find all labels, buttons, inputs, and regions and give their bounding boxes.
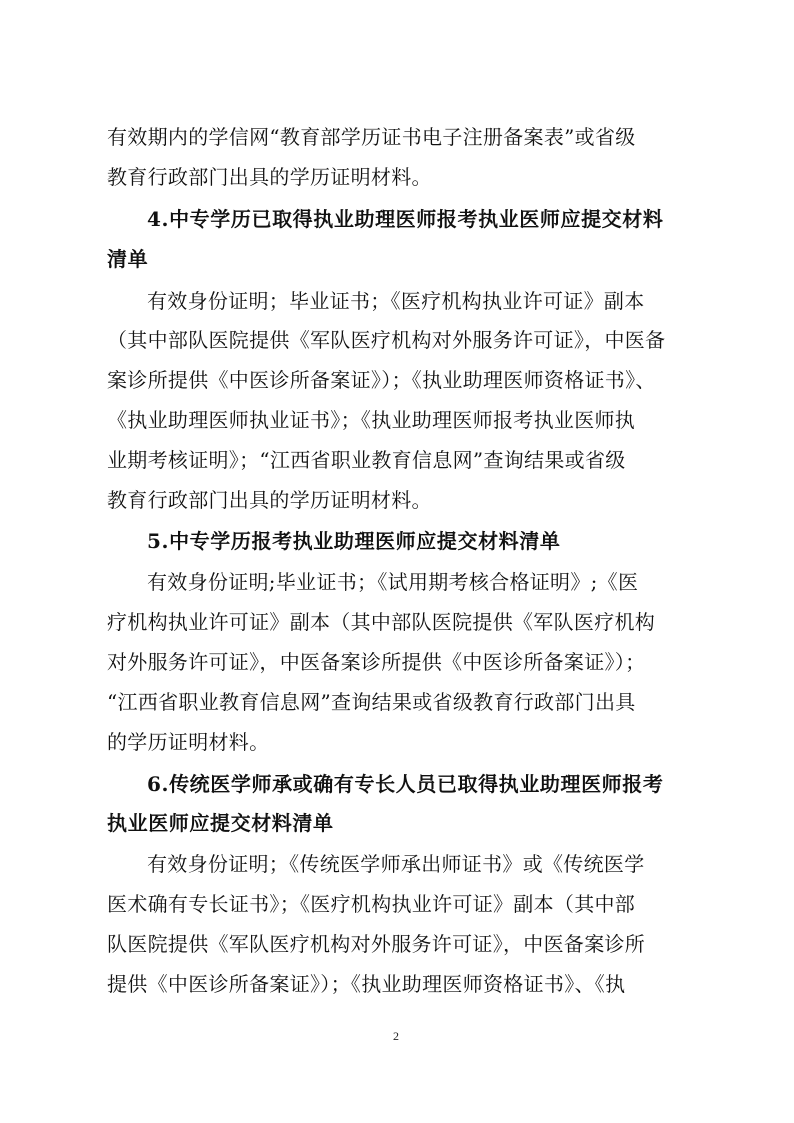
body-text-line: 疗机构执业许可证》副本（其中部队医院提供《军队医疗机构 bbox=[107, 610, 656, 634]
body-text-line: 有效身份证明;毕业证书；《试用期考核合格证明》;《医 bbox=[147, 570, 639, 594]
section-heading-4-continued: 清单 bbox=[107, 247, 149, 271]
body-text-line: 队医院提供《军队医疗机构对外服务许可证》，中医备案诊所 bbox=[107, 932, 646, 956]
body-text-line: 提供《中医诊所备案证》）；《执业助理医师资格证书》、《执 bbox=[107, 972, 626, 996]
body-text-line: 医术确有专长证书》；《医疗机构执业许可证》副本（其中部 bbox=[107, 892, 636, 916]
section-heading-4: 4.中专学历已取得执业助理医师报考执业医师应提交材料 bbox=[147, 207, 664, 231]
section-heading-6-continued: 执业医师应提交材料清单 bbox=[107, 811, 334, 835]
body-text-line: （其中部队医院提供《军队医疗机构对外服务许可证》，中医备 bbox=[107, 328, 666, 352]
body-text-line: 有效期内的学信网“教育部学历证书电子注册备案表”或省级 bbox=[107, 125, 636, 149]
body-text-line: 对外服务许可证》，中医备案诊所提供《中医诊所备案证》）； bbox=[107, 650, 646, 674]
body-text-line: 教育行政部门出具的学历证明材料。 bbox=[107, 488, 432, 512]
body-text-line: 有效身份证明；毕业证书；《医疗机构执业许可证》副本 bbox=[147, 289, 645, 313]
page-number: 2 bbox=[393, 1029, 399, 1043]
body-text-line: 教育行政部门出具的学历证明材料。 bbox=[107, 165, 432, 189]
body-text-line: 业期考核证明》；“江西省职业教育信息网”查询结果或省级 bbox=[107, 448, 626, 472]
body-text-line: 的学历证明材料。 bbox=[107, 730, 270, 754]
body-text-line: 《执业助理医师执业证书》；《执业助理医师报考执业医师执 bbox=[107, 408, 636, 432]
body-text-line: 案诊所提供《中医诊所备案证》）；《执业助理医师资格证书》、 bbox=[107, 368, 656, 392]
body-text-line: “江西省职业教育信息网”查询结果或省级教育行政部门出具 bbox=[107, 690, 636, 714]
section-heading-6: 6.传统医学师承或确有专长人员已取得执业助理医师报考 bbox=[147, 772, 664, 796]
body-text-line: 有效身份证明；《传统医学师承出师证书》或《传统医学 bbox=[147, 852, 645, 876]
section-heading-5: 5.中专学历报考执业助理医师应提交材料清单 bbox=[147, 529, 561, 553]
